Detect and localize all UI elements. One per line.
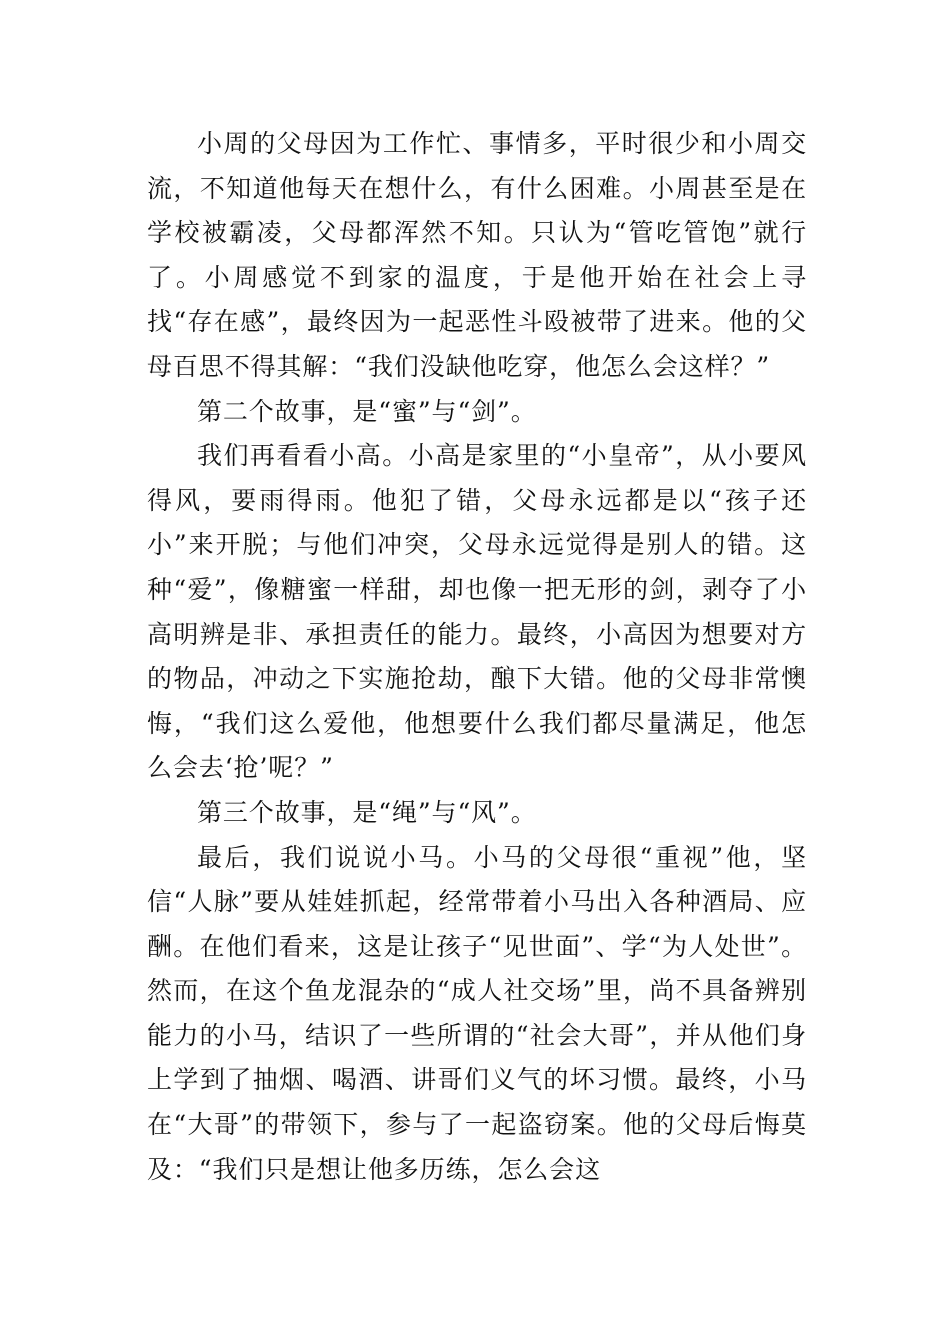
heading-second-story: 第二个故事，是“蜜”与“剑”。 [197, 396, 537, 426]
paragraph-xiaozhou-story: 小周的父母因为工作忙、事情多，平时很少和小周交流，不知道他每天在想什么，有什么困难。小周甚至是在学校被霸凌，父母都浑然不知。只认为“管吃管饱”就行了。小周感觉不到家的温度，于是他开始在社会上寻找“存在感”，最终因为一起恶性斗殴被带了进来。他的父母百思不得其解：“我们没缺他吃穿，他怎么会这样？” [147, 129, 807, 381]
heading-third-story: 第三个故事，是“绳”与“风”。 [197, 797, 537, 827]
document-body [147, 122, 807, 1192]
paragraph-xiaogao-story: 我们再看看小高。小高是家里的“小皇帝”，从小要风得风，要雨得雨。他犯了错，父母永远都是以“孩子还小”来开脱；与他们冲突，父母永远觉得是别人的错。这种“爱”，像糖蜜一样甜，却也像一把无形的剑，剥夺了小高明辨是非、承担责任的能力。最终，小高因为想要对方的物品，冲动之下实施抢劫，酿下大错。他的父母非常懊悔，“我们这么爱他，他想要什么我们都尽量满足，他怎么会去‘抢’呢？” [147, 441, 807, 783]
paragraph-xiaoma-story: 最后，我们说说小马。小马的父母很“重视”他，坚信“人脉”要从娃娃抓起，经常带着小马出入各种酒局、应酬。在他们看来，这是让孩子“见世面”、学“为人处世”。然而，在这个鱼龙混杂的“成人社交场”里，尚不具备辨别能力的小马，结识了一些所谓的“社会大哥”，并从他们身上学到了抽烟、喝酒、讲哥们义气的坏习惯。最终，小马在“大哥”的带领下，参与了一起盗窃案。他的父母后悔莫及：“我们只是想让他多历练，怎么会这 [147, 842, 807, 1184]
